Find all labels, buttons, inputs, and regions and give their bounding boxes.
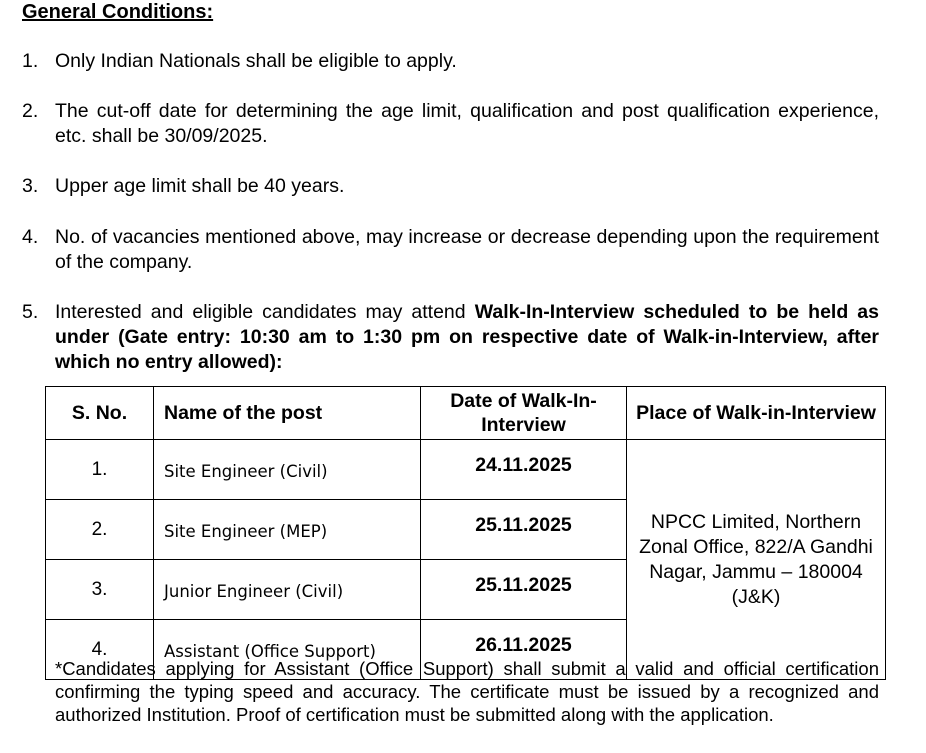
cell-post: Assistant (Office Support) <box>154 620 421 680</box>
condition-item-1 <box>22 49 879 74</box>
cell-sno: 2. <box>46 500 154 560</box>
condition-text-plain: Interested and eligible candidates may attend <box>55 301 475 323</box>
header-place: Place of Walk-in-Interview <box>627 387 886 440</box>
condition-number: 3. <box>22 175 39 197</box>
table-header-row <box>46 387 886 440</box>
condition-text: The cut-off date for determining the age limit, qualification and post qualification experience, etc. shall be 30/09/2025. <box>55 100 879 147</box>
cell-sno: 1. <box>46 440 154 500</box>
walk-in-schedule-table <box>45 386 886 680</box>
header-date: Date of Walk-In-Interview <box>421 387 627 440</box>
cell-date: 25.11.2025 <box>421 560 627 620</box>
condition-text: No. of vacancies mentioned above, may increase or decrease depending upon the requirement of the company. <box>55 226 879 273</box>
condition-number: 4. <box>22 226 39 248</box>
condition-text-bold: Walk-In-Interview scheduled to be held as under (Gate entry: 10:30 am to 1:30 pm on respective date of Walk-in-Interview, after which no entry allowed): <box>55 301 879 373</box>
condition-item-2 <box>22 99 879 149</box>
cell-post: Site Engineer (Civil) <box>154 440 421 500</box>
condition-item-5 <box>22 300 879 375</box>
condition-text: Only Indian Nationals shall be eligible to apply. <box>55 50 457 72</box>
header-sno: S. No. <box>46 387 154 440</box>
cell-date: 25.11.2025 <box>421 500 627 560</box>
table-row <box>46 440 886 500</box>
cell-date: 24.11.2025 <box>421 440 627 500</box>
footnote: *Candidates applying for Assistant (Office Support) shall submit a valid and official certification confirming the typing speed and accuracy. The certificate must be issued by a recognized and authorized Institution. Proof of certification must be submitted along with the application. <box>55 658 879 725</box>
condition-item-3 <box>22 174 879 199</box>
cell-date: 26.11.2025 <box>421 620 627 680</box>
cell-post: Site Engineer (MEP) <box>154 500 421 560</box>
cell-place: NPCC Limited, Northern Zonal Office, 822/A Gandhi Nagar, Jammu – 180004 (J&K) <box>627 440 886 680</box>
condition-number: 5. <box>22 301 39 323</box>
condition-number: 2. <box>22 100 39 122</box>
section-heading: General Conditions: <box>22 1 214 23</box>
condition-item-4 <box>22 225 879 275</box>
condition-text: Upper age limit shall be 40 years. <box>55 175 345 197</box>
condition-number: 1. <box>22 50 39 72</box>
header-post: Name of the post <box>154 387 421 440</box>
cell-post: Junior Engineer (Civil) <box>154 560 421 620</box>
cell-sno: 3. <box>46 560 154 620</box>
condition-text <box>55 300 879 375</box>
cell-sno: 4. <box>46 620 154 680</box>
